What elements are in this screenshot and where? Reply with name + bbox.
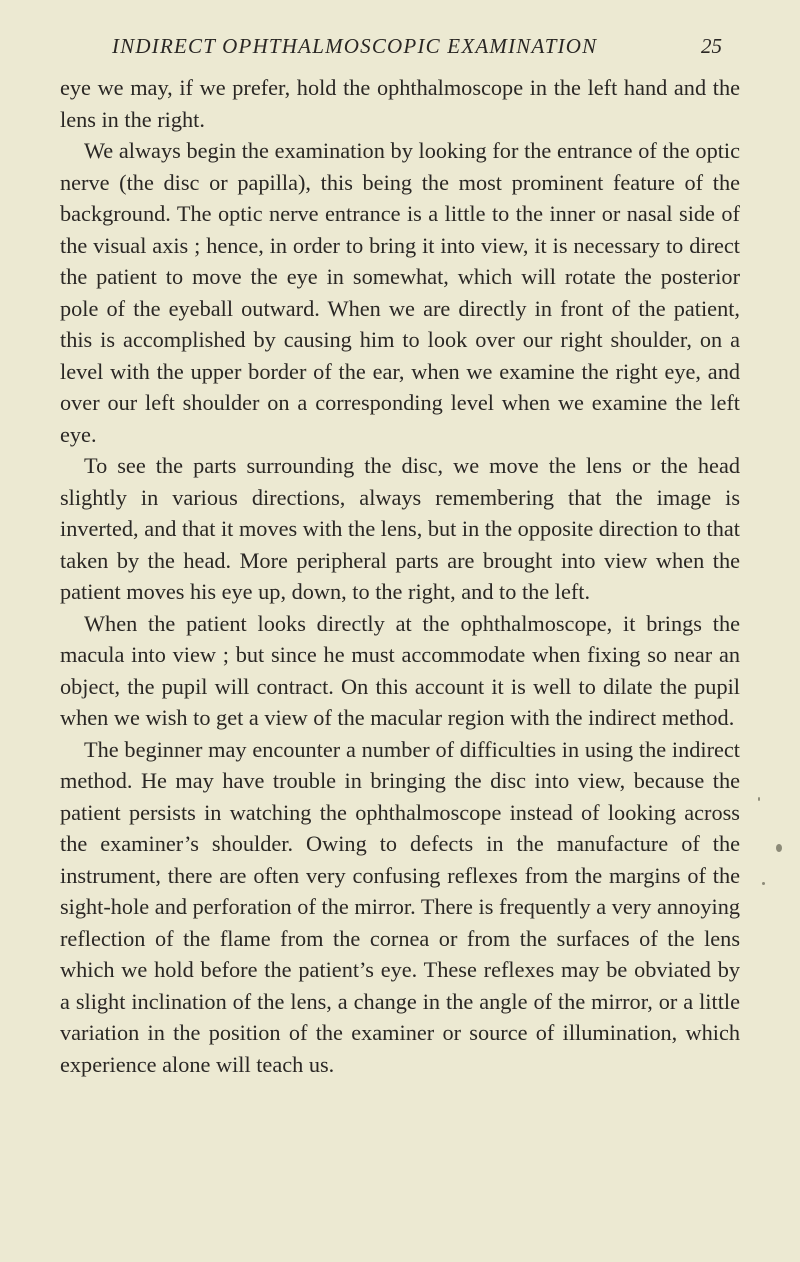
body-text xyxy=(60,72,740,1080)
paragraph-2: We always begin the examination by looking for the entrance of the optic nerve (the disc or papilla), this being the most prominent feature of the background. The optic nerve entrance is a little to the inner or nasal side of the visual axis ; hence, in order to bring it into view, it is necessary to direct the patient to move the eye in somewhat, which will rotate the posterior pole of the eyeball outward. When we are directly in front of the patient, this is accomplished by causing him to look over our right shoulder, on a level with the upper border of the ear, when we examine the right eye, and over our left shoulder on a corresponding level when we examine the left eye. xyxy=(60,138,740,447)
paragraph-1: eye we may, if we prefer, hold the ophthalmoscope in the left hand and the lens in the right. xyxy=(60,75,740,132)
paper-speck xyxy=(758,797,760,801)
paragraph-4: When the patient looks directly at the ophthalmoscope, it brings the macula into view ; but since he must accommodate when fixing so near an object, the pupil will contract. On this account it is well to dilate the pupil when we wish to get a view of the macular region with the indirect method. xyxy=(60,610,740,730)
paper-speck xyxy=(776,844,782,852)
page-number: 25 xyxy=(701,34,722,58)
paper-speck xyxy=(762,882,765,885)
running-head xyxy=(112,34,730,66)
paragraph-3: To see the parts surrounding the disc, we move the lens or the head slightly in various directions, always remembering that the image is inverted, and that it moves with the lens, but in the opposite direction to that taken by the head. More peripheral parts are brought into view when the patient moves his eye up, down, to the right, and to the left. xyxy=(60,453,740,604)
paragraph-5: The beginner may encounter a number of difficulties in using the indirect method. He may have trouble in bringing the disc into view, because the patient persists in watching the ophthalmoscope instead of looking across the examiner’s shoulder. Owing to defects in the manufacture of the instrument, there are often very confusing reflexes from the margins of the sight-hole and perforation of the mirror. There is frequently a very annoying reflection of the flame from the cornea or from the surfaces of the lens which we hold before the patient’s eye. These reflexes may be obviated by a slight inclination of the lens, a change in the angle of the mirror, or a little variation in the position of the examiner or source of illumination, which experience alone will teach us. xyxy=(60,736,740,1077)
running-title: INDIRECT OPHTHALMOSCOPIC EXAMINATION xyxy=(112,34,598,58)
